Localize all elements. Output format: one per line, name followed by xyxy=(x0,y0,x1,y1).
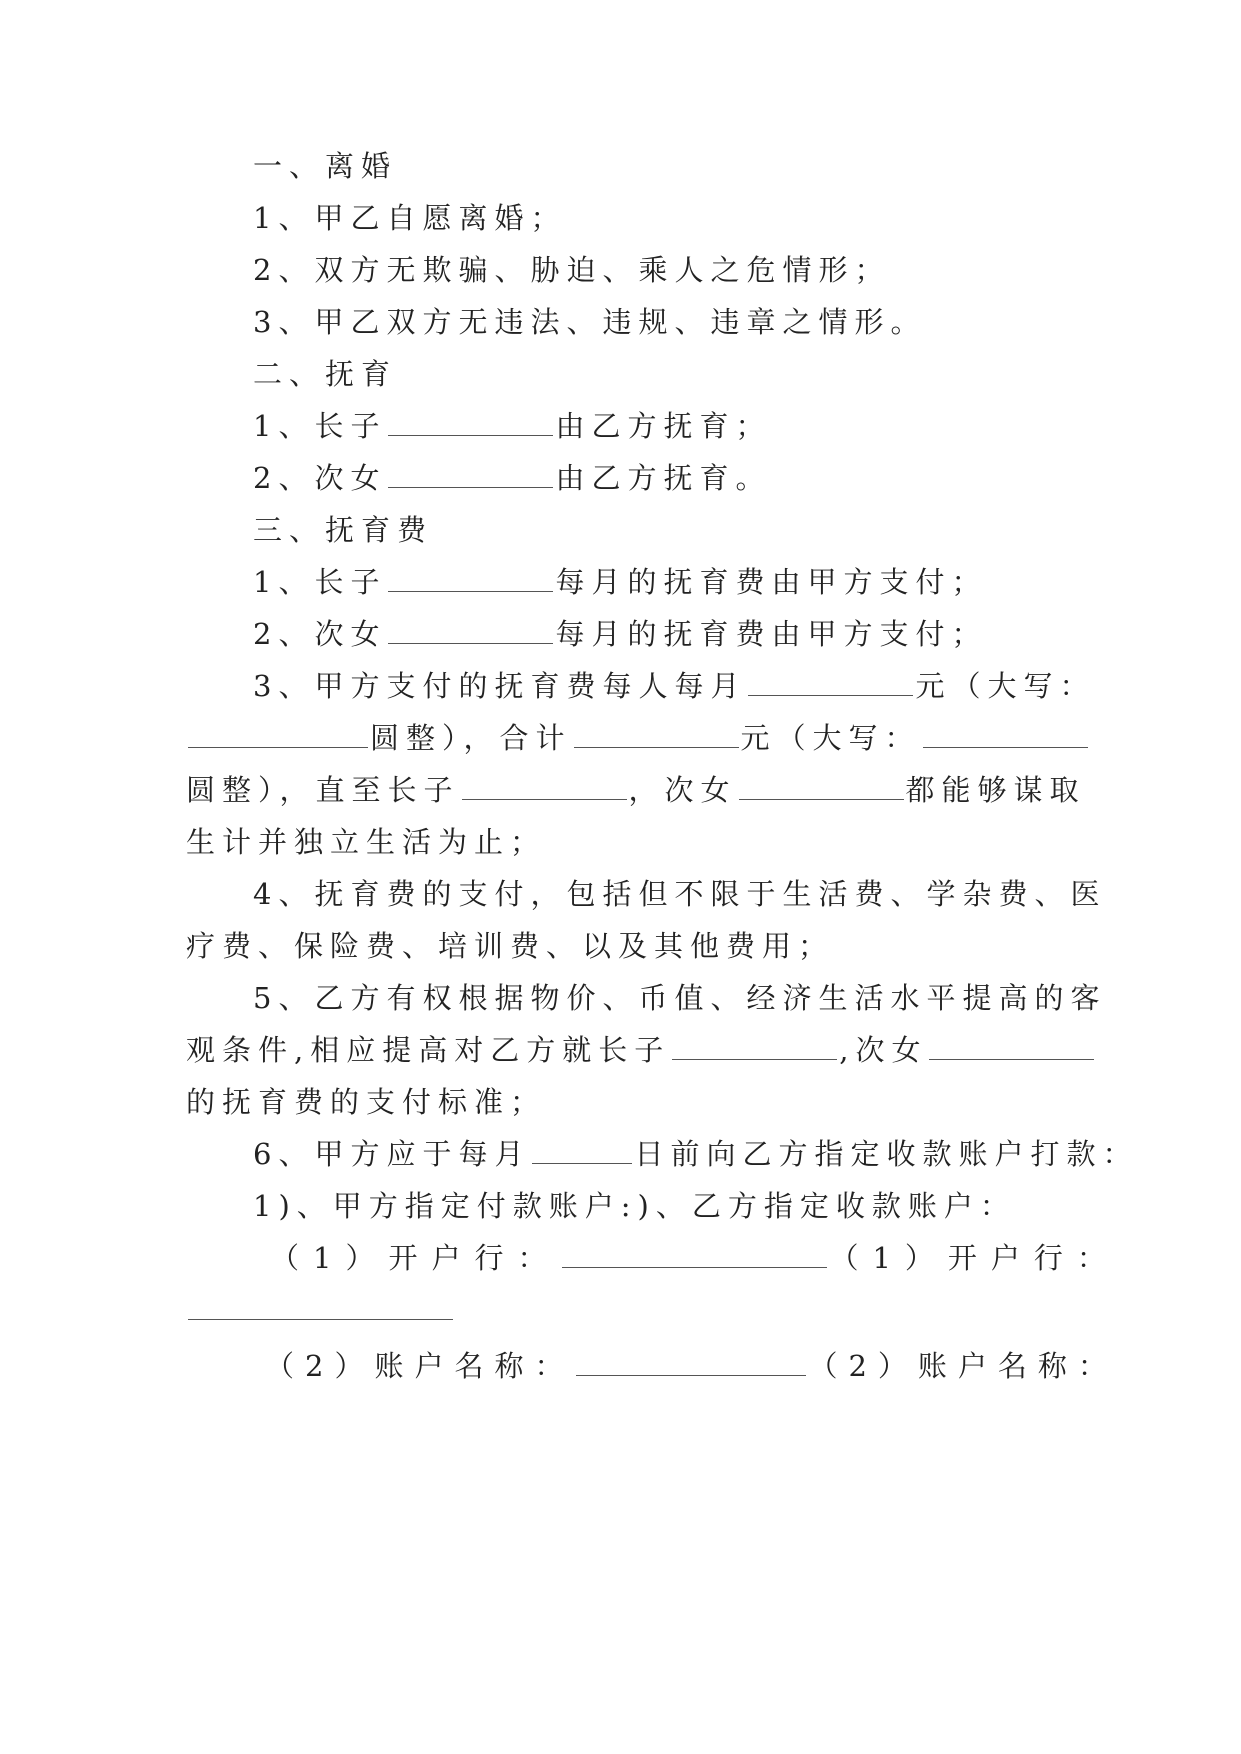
support-item-4-line-2: 疗费、保险费、培训费、以及其他费用； xyxy=(186,929,835,963)
support-item-2: 2、次女 每月的抚育费由甲方支付； xyxy=(253,617,988,651)
support-item-3-line-2: 圆整），合计 元（大写： xyxy=(186,720,1090,756)
section-heading-support: 三、抚育费 xyxy=(253,513,434,547)
bank-line-1: （1）开户行： （1）开户行： xyxy=(270,1241,1120,1275)
account-name-line: （2）账户名称： （2）账户名称： xyxy=(265,1349,1118,1383)
daughter-standard-blank[interactable] xyxy=(929,1035,1094,1060)
support-item-1: 1、长子 每月的抚育费由甲方支付； xyxy=(253,565,988,599)
bank-line-1-continued xyxy=(186,1292,455,1328)
total-amount-words-blank[interactable] xyxy=(923,723,1088,748)
son-name-blank-2[interactable] xyxy=(388,567,553,592)
support-item-5-line-2: 观条件,相应提高对乙方就长子 ,次女 xyxy=(186,1032,1096,1068)
daughter-name-blank-2[interactable] xyxy=(388,619,553,644)
divorce-item-1: 1、甲乙自愿离婚； xyxy=(253,201,567,235)
monthly-amount-blank[interactable] xyxy=(748,671,913,696)
payee-bank-blank[interactable] xyxy=(188,1295,453,1320)
daughter-name-blank[interactable] xyxy=(388,463,553,488)
daughter-until-blank[interactable] xyxy=(739,775,904,800)
support-item-4-line-1: 4、抚育费的支付，包括但不限于生活费、学杂费、医 xyxy=(253,877,1107,911)
son-standard-blank[interactable] xyxy=(672,1035,837,1060)
monthly-amount-words-blank[interactable] xyxy=(188,723,368,748)
payment-day-blank[interactable] xyxy=(532,1139,632,1164)
support-item-5-line-1: 5、乙方有权根据物价、币值、经济生活水平提高的客 xyxy=(253,981,1107,1015)
section-heading-custody: 二、抚育 xyxy=(253,357,398,391)
total-amount-blank[interactable] xyxy=(574,723,739,748)
custody-item-2: 2、次女 由乙方抚育。 xyxy=(253,461,772,495)
custody-item-1: 1、长子 由乙方抚育； xyxy=(253,409,772,443)
divorce-item-2: 2、双方无欺骗、胁迫、乘人之危情形； xyxy=(253,253,891,287)
son-until-blank[interactable] xyxy=(462,775,627,800)
support-item-3-line-4: 生计并独立生活为止； xyxy=(186,825,547,859)
support-item-5-line-3: 的抚育费的支付标准； xyxy=(186,1085,547,1119)
payer-bank-blank[interactable] xyxy=(562,1243,827,1268)
support-item-3-line-1: 3、甲方支付的抚育费每人每月 元（大写： xyxy=(253,669,1096,703)
support-item-3-line-3: 圆整），直至长子 ，次女 都能够谋取 xyxy=(186,773,1086,807)
payer-account-name-blank[interactable] xyxy=(576,1351,806,1376)
divorce-item-3: 3、甲乙双方无违法、违规、违章之情形。 xyxy=(253,305,927,339)
section-heading-divorce: 一、离婚 xyxy=(253,149,398,183)
accounts-line: 1)、甲方指定付款账户:)、乙方指定收款账户： xyxy=(253,1189,1016,1223)
son-name-blank[interactable] xyxy=(388,411,553,436)
support-item-6: 6、甲方应于每月 日前向乙方指定收款账户打款： xyxy=(253,1137,1139,1171)
